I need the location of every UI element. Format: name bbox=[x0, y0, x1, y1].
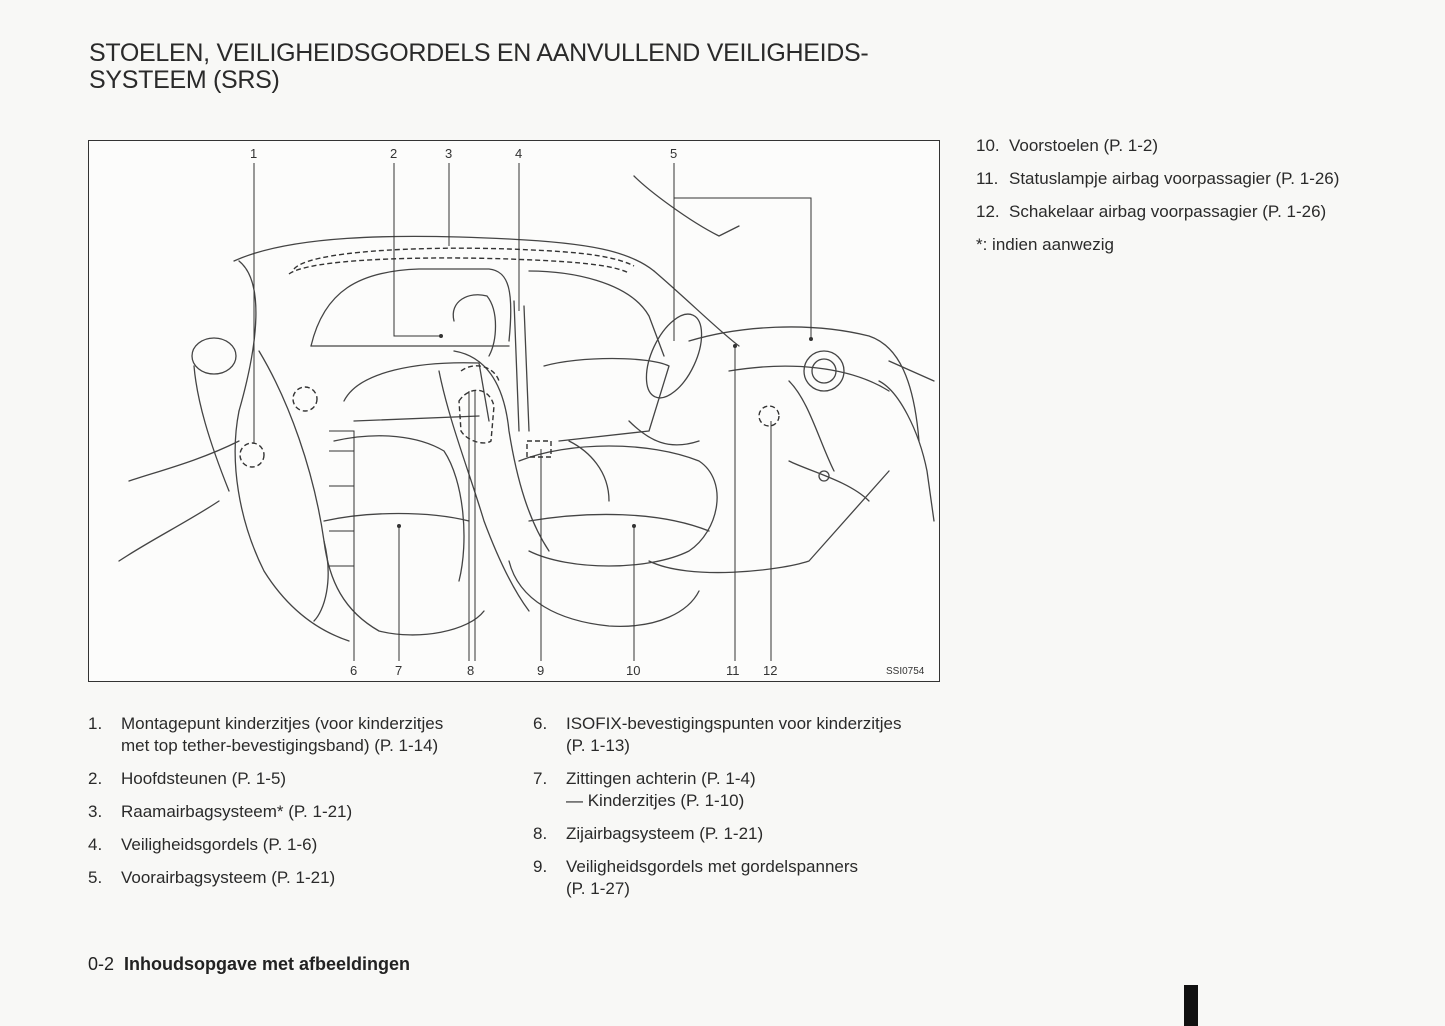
callout-1: 1 bbox=[250, 146, 258, 161]
legend-item-7 bbox=[533, 768, 943, 812]
legend-item-3-text: Raamairbagsysteem* (P. 1-21) bbox=[121, 802, 353, 821]
legend-item-6 bbox=[533, 713, 943, 757]
car-interior-illustration bbox=[89, 141, 941, 683]
legend-item-5-text: Voorairbagsysteem (P. 1-21) bbox=[121, 868, 336, 887]
legend-item-2-text: Hoofdsteunen (P. 1-5) bbox=[121, 769, 287, 788]
legend-item-1 bbox=[88, 713, 488, 757]
legend-item-7-line-1: Zittingen achterin (P. 1-4) bbox=[566, 769, 756, 788]
legend-item-1-line-1: Montagepunt kinderzitjes (voor kinderzitjes bbox=[121, 714, 444, 733]
legend-item-12-text: Schakelaar airbag voorpassagier (P. 1-26) bbox=[1009, 202, 1327, 221]
callout-8: 8 bbox=[467, 663, 475, 678]
legend-item-11-num: 11. bbox=[976, 169, 999, 188]
legend-item-4 bbox=[88, 834, 488, 856]
page-title-line-2: SYSTEEM (SRS) bbox=[89, 66, 280, 94]
legend-item-12 bbox=[976, 201, 1396, 223]
legend-item-5-num: 5. bbox=[88, 868, 103, 887]
legend-item-12-num: 12. bbox=[976, 202, 1000, 221]
legend-item-9-num: 9. bbox=[533, 857, 548, 876]
legend-item-2 bbox=[88, 768, 488, 790]
legend-item-7-num: 7. bbox=[533, 769, 548, 788]
legend-item-7-line-2: — Kinderzitjes (P. 1-10) bbox=[566, 791, 745, 810]
legend-right bbox=[976, 135, 1396, 267]
page-title-line-1: STOELEN, VEILIGHEIDSGORDELS EN AANVULLEND VEILIGHEIDS- bbox=[89, 39, 869, 67]
callout-2: 2 bbox=[390, 146, 398, 161]
callout-3: 3 bbox=[445, 146, 453, 161]
legend-item-3-num: 3. bbox=[88, 802, 103, 821]
legend-item-2-num: 2. bbox=[88, 769, 103, 788]
car-interior-figure bbox=[88, 140, 940, 682]
callout-7: 7 bbox=[395, 663, 403, 678]
legend-middle bbox=[533, 713, 943, 911]
legend-item-8-num: 8. bbox=[533, 824, 548, 843]
legend-item-4-text: Veiligheidsgordels (P. 1-6) bbox=[121, 835, 318, 854]
callout-4: 4 bbox=[515, 146, 523, 161]
legend-item-8 bbox=[533, 823, 943, 845]
legend-item-10-text: Voorstoelen (P. 1-2) bbox=[1009, 136, 1158, 155]
callout-9: 9 bbox=[537, 663, 545, 678]
footnote bbox=[976, 234, 1396, 256]
legend-item-1-num: 1. bbox=[88, 714, 103, 733]
legend-item-1-line-2: met top tether-bevestigingsband) (P. 1-14) bbox=[121, 736, 439, 755]
callout-10: 10 bbox=[626, 663, 641, 678]
legend-item-11 bbox=[976, 168, 1396, 190]
callout-6: 6 bbox=[350, 663, 358, 678]
legend-left bbox=[88, 713, 488, 900]
legend-item-4-num: 4. bbox=[88, 835, 103, 854]
legend-item-9-line-1: Veiligheidsgordels met gordelspanners bbox=[566, 857, 859, 876]
chapter-edge-marker bbox=[1184, 985, 1198, 1026]
legend-item-6-line-2: (P. 1-13) bbox=[566, 736, 630, 755]
legend-item-10-num: 10. bbox=[976, 136, 1000, 155]
legend-item-6-num: 6. bbox=[533, 714, 548, 733]
legend-item-9-line-2: (P. 1-27) bbox=[566, 879, 630, 898]
legend-item-6-line-1: ISOFIX-bevestigingspunten voor kinderzitjes bbox=[566, 714, 902, 733]
legend-item-10 bbox=[976, 135, 1396, 157]
footnote-text: *: indien aanwezig bbox=[976, 235, 1114, 254]
legend-item-11-text: Statuslampje airbag voorpassagier (P. 1-26) bbox=[1009, 169, 1340, 188]
section-title: Inhoudsopgave met afbeeldingen bbox=[124, 954, 411, 974]
legend-item-3 bbox=[88, 801, 488, 823]
page-number: 0-2 bbox=[88, 954, 115, 974]
callout-11: 11 bbox=[726, 663, 740, 678]
callout-5: 5 bbox=[670, 146, 678, 161]
figure-code: SSI0754 bbox=[886, 666, 925, 677]
legend-item-9 bbox=[533, 856, 943, 900]
legend-item-8-text: Zijairbagsysteem (P. 1-21) bbox=[566, 824, 764, 843]
page-title bbox=[89, 40, 929, 94]
callout-12: 12 bbox=[763, 663, 778, 678]
page-footer bbox=[88, 954, 410, 975]
legend-item-5 bbox=[88, 867, 488, 889]
